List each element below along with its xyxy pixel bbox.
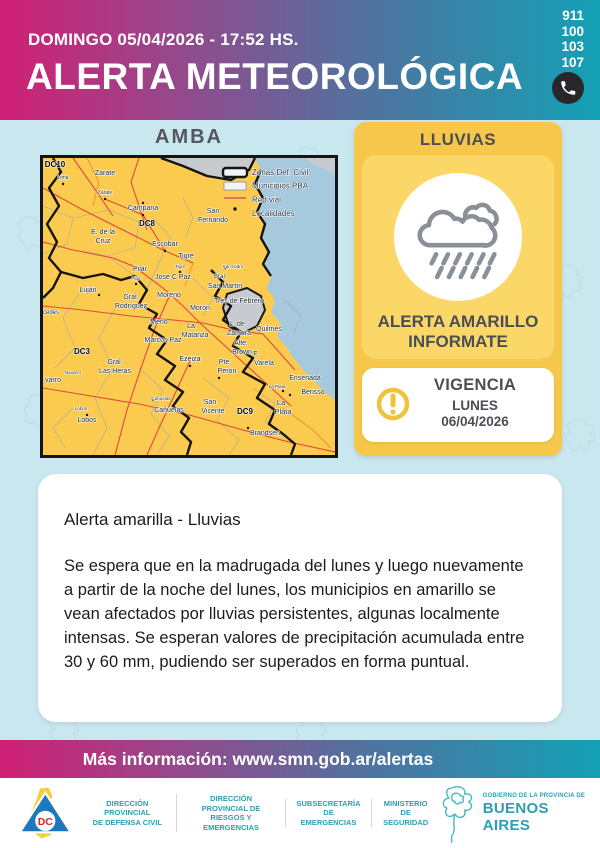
svg-text:DC9: DC9 [236,407,254,416]
page-title: ALERTA METEOROLÓGICA [26,56,524,97]
emergency-numbers [561,8,584,70]
svg-text:Gral.: Gral. [213,274,227,280]
svg-text:Campana: Campana [127,205,159,212]
svg-text:E. de la: E. de la [91,229,115,236]
date-time-line: DOMINGO 05/04/2026 - 17:52 HS. [28,30,299,49]
more-info-bar [0,740,600,778]
svg-text:Fernando: Fernando [198,217,228,224]
svg-text:Lima: Lima [57,175,69,181]
svg-text:La: La [187,323,195,330]
alert-level-text [362,312,554,352]
svg-text:Quilmes: Quilmes [256,326,282,333]
phone-icon [552,72,584,104]
header-banner [0,0,600,120]
alert-level-line2: INFORMATE [408,332,508,351]
svg-text:Cañuelas: Cañuelas [154,407,184,414]
emergency-number: 107 [561,54,584,70]
svg-text:DC3: DC3 [73,347,91,356]
cloud-rain-icon [408,187,508,287]
alert-category-label: LLUVIAS [419,130,497,149]
svg-text:Ensenada: Ensenada [289,375,321,382]
svg-text:Merlo: Merlo [150,319,168,326]
svg-text:Morón: Morón [190,305,210,312]
svg-text:Brown: Brown [232,349,252,356]
svg-text:Tigre: Tigre [174,264,186,269]
svg-text:Varela: Varela [254,360,274,367]
vigencia-date: 06/04/2026 [441,414,509,429]
svg-text:Matanza: Matanza [181,332,209,339]
svg-text:Pilar: Pilar [132,266,148,273]
svg-text:José C.Paz: José C.Paz [155,274,191,281]
svg-text:Alte.: Alte. [233,340,249,347]
vigencia-text-block [404,376,546,430]
alert-level-line1: ALERTA AMARILLO [377,312,539,331]
vigencia-title: VIGENCIA [433,376,517,394]
footer-org-columns [79,794,440,832]
svg-text:Moreno: Moreno [157,292,181,299]
gov-line2: BUENOS AIRES [482,799,549,834]
alerts-url-link[interactable]: Más información: www.smn.gob.ar/alertas [82,748,434,769]
svg-text:Lobos: Lobos [77,417,97,424]
svg-text:San: San [206,208,220,215]
svg-text:Localidades: Localidades [252,209,295,219]
rain-icon-circle [394,173,522,301]
svg-text:Lobos: Lobos [74,406,88,411]
svg-text:Navarro: Navarro [64,370,82,375]
svg-text:DC: DC [37,815,53,828]
svg-text:Red vial: Red vial [252,195,281,205]
svg-text:San: San [203,399,217,406]
svg-text:Zarate: Zarate [94,170,116,177]
vigencia-day: LUNES [452,398,498,413]
gov-line1: GOBIERNO DE LA PROVINCIA DE [482,792,586,799]
svg-text:Zamora: Zamora [226,330,252,337]
buenos-aires-gov-logo [439,782,588,844]
svg-text:cedes: cedes [43,310,60,316]
svg-text:Pte.: Pte. [218,359,232,366]
svg-text:La: La [276,398,286,407]
svg-text:Cañuelas: Cañuelas [151,396,171,401]
footer [0,778,600,848]
svg-text:Municipios PBA: Municipios PBA [252,181,309,191]
svg-text:varro: varro [45,377,61,384]
svg-text:Gral.: Gral. [123,294,139,301]
footer-org-label: SUBSECRETARÍA DE EMERGENCIAS [285,799,371,828]
amba-map [40,155,338,458]
svg-text:Berisso: Berisso [301,389,325,396]
emergency-number: 911 [562,8,584,23]
svg-text:Ezeiza: Ezeiza [179,356,201,363]
footer-org-label: MINISTERIO DE SEGURIDAD [371,799,439,828]
defensa-civil-logo [12,783,79,843]
svg-text:Rodríguez: Rodríguez [114,303,148,310]
svg-text:San Isidro: San Isidro [222,264,244,269]
svg-text:F.: F. [253,351,259,358]
svg-text:Pilar: Pilar [131,276,141,281]
svg-text:Zonas Def. Civil: Zonas Def. Civil [252,168,309,177]
footer-org-label: DIRECCIÓN PROVINCIAL DE DEFENSA CIVIL [92,798,162,827]
svg-text:Perón: Perón [217,368,237,375]
svg-text:Zárate: Zárate [97,190,113,196]
svg-text:DC10: DC10 [44,160,66,169]
svg-text:Tres de Febrero: Tres de Febrero [214,298,264,305]
alert-description-card [38,474,562,722]
svg-text:Cruz: Cruz [95,238,111,245]
svg-text:L. de: L. de [229,321,245,328]
svg-text:Luján: Luján [79,287,97,294]
footer-org-label: DIRECCIÓN PROVINCIAL DE RIESGOS Y EMERGENCIAS [176,794,285,832]
svg-text:Plata: Plata [274,407,292,416]
svg-text:La Plata: La Plata [268,384,286,389]
svg-text:Brandsen: Brandsen [250,430,280,437]
svg-text:Tigre: Tigre [178,253,194,260]
svg-text:DC8: DC8 [138,219,156,228]
emergency-number: 103 [561,39,584,54]
emergency-number: 100 [561,23,584,39]
svg-text:Marcos Paz: Marcos Paz [144,337,182,344]
description-title: Alerta amarilla - Lluvias [64,510,241,529]
province-doodle-icon [439,782,479,844]
svg-text:Escobar: Escobar [152,241,178,248]
map-svg [43,158,335,455]
svg-text:Las Heras: Las Heras [99,368,131,375]
description-body: Se espera que en la madrugada del lunes y luego nuevamente a partir de la noche del lunes, los municipios en amarillo se vean afectados por lluvias persistentes, algunas localmente intensas. Se esperan valores de precipitación acumulada entre 30 y 60 mm, pudiendo ser superados en forma puntual. [64,557,525,671]
map-title: AMBA [155,126,223,148]
svg-text:San Martín: San Martín [207,283,243,290]
svg-text:Vicente: Vicente [201,408,225,415]
svg-text:Gral.: Gral. [107,359,123,366]
